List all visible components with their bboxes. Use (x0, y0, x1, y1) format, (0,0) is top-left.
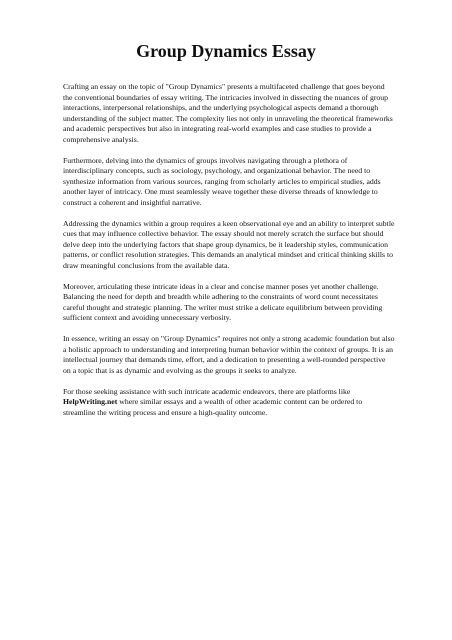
closing-paragraph (63, 387, 395, 419)
closing-text-end: where similar essays and a wealth of other academic content can be ordered to streamline the writing process and ensure a high-quality outcome. (63, 397, 363, 417)
brand-name: HelpWriting.net (63, 397, 118, 406)
paragraph-4: Moreover, articulating these intricate ideas in a clear and concise manner poses yet another challenge. Balancing the need for depth and breadth while adhering to the constraints of word count necessitates careful thought and strategic planning. The writer must strike a delicate equilibrium between providing sufficient context and avoiding unnecessary verbosity. (63, 281, 383, 322)
document-title: Group Dynamics Essay (136, 41, 316, 61)
paragraph-5: In essence, writing an essay on "Group Dynamics" requires not only a strong academic foundation but also a holistic approach to understanding and interpreting human behavior within the context of groups. It is an intellectual journey that demands time, effort, and a dedication to presenting a well-rounded perspective on a topic that is as dynamic and evolving as the groups it seeks to analyze. (63, 334, 395, 375)
paragraph-2: Furthermore, delving into the dynamics of groups involves navigating through a plethora of interdisciplinary concepts, such as sociology, psychology, and organizational behavior. The need to synthesize information from various sources, ranging from scholarly articles to empirical studies, adds another layer of intricacy. One must seamlessly weave together these diverse threads of knowledge to construct a coherent and insightful narrative. (63, 155, 381, 207)
document-body (63, 82, 395, 429)
paragraph-3: Addressing the dynamics within a group requires a keen observational eye and an ability to interpret subtle cues that may influence collective behavior. The essay should not merely scratch the surface but should delve deep into the underlying factors that shape group dynamics, be it leadership styles, communication patterns, or conflict resolution strategies. This demands an analytical mindset and critical thinking skills to draw meaningful conclusions from the available data. (63, 218, 395, 270)
closing-text-start: For those seeking assistance with such intricate academic endeavors, there are platforms like (63, 386, 351, 396)
paragraph-1: Crafting an essay on the topic of "Group Dynamics" presents a multifaceted challenge that goes beyond the conventional boundaries of essay writing. The intricacies involved in dissecting the nuances of group interactions, interpersonal relationships, and the underlying psychological aspects demand a thorough understanding of the subject matter. The complexity lies not only in unraveling the theoretical frameworks and academic perspectives but also in integrating real-world examples and case studies to provide a comprehensive analysis. (63, 82, 393, 144)
